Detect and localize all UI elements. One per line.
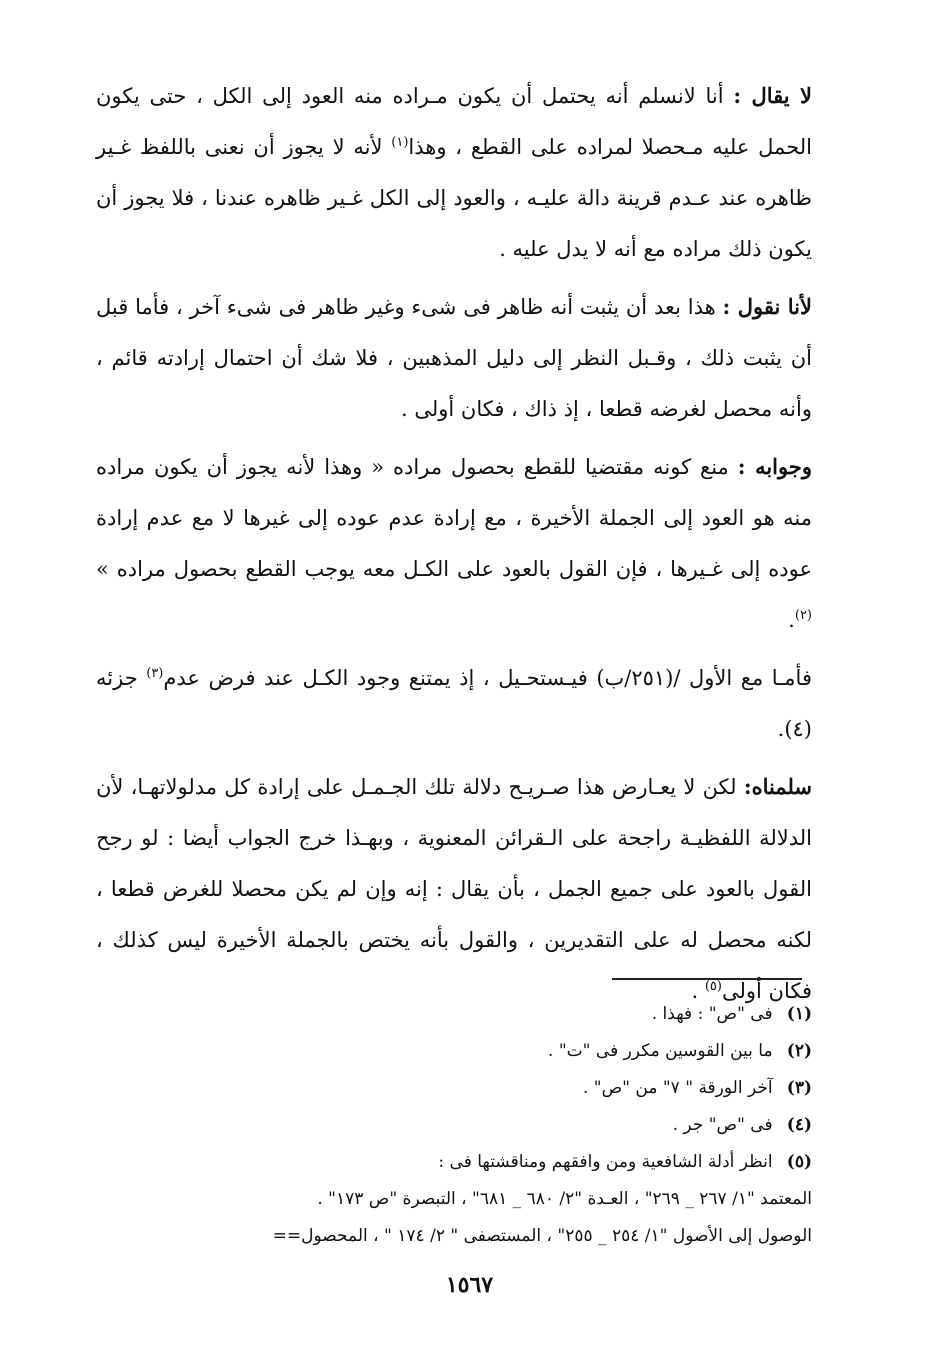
- paragraph-text: هذا بعد أن يثبت أنه ظاهر فى شىء وغير ظاهر فى شىء آخر ، فأما قبل أن يثبت ذلك ، وقـبل النظر إلى دليل المذهبين ، فلا شك أن احتمال إرادته قائم ، وأنه محصل لغرضه قطعا ، إذ ذاك ، فكان أولى .: [96, 295, 812, 421]
- paragraph-text: أنا لانسلم أنه يحتمل أن يكون مـراده منه العود إلى الكل ، حتى يكون الحمل عليه مـحصلا لمراده على القطع ، وهذا: [96, 84, 812, 159]
- paragraph-text: منع كونه مقتضيا للقطع بحصول مراده « وهذا لأنه يجوز أن يكون مراده منه هو العود إلى الجملة الأخيرة ، مع إرادة عدم عوده إلى غيرها لا مع عدم إرادة عوده إلى غـيرها ، فإن القول بالعود على الكـل معه يوجب القطع بحصول مراده »: [96, 455, 812, 581]
- paragraph-lead: لا يقال :: [733, 83, 812, 108]
- footnote-text: انظر أدلة الشافعية ومن وافقهم ومناقشتها فى :: [438, 1152, 773, 1172]
- paragraph-lead: لأنا نقول :: [722, 294, 812, 319]
- paragraph-text: لكن لا يعـارض هذا صـريـح دلالة تلك الجـمـل على إرادة كل مدلولاتهـا، لأن الدلالة اللفظيـة راجحة على الـقرائن المعنوية ، وبهـذا خرج الجواب أيضا : لو رجح القول بالعود على جميع الجمل ، بأن يقال : إنه وإن لم يكن محصلا للغرض قطعا ، لكنه محصل له على التقديرين ، والقول بأنه يختص بالجملة الأخيرة ليس كذلك ، فكان أولى: [96, 775, 812, 1003]
- footnote-ref: (٥): [704, 979, 722, 994]
- footnote-4: [120, 1107, 812, 1144]
- footnote-continuation-line: الوصول إلى الأصول "١/ ٢٥٤ _ ٢٥٥" ، المستصفى " ٢/ ١٧٤ " ، المحصول==: [272, 1226, 812, 1246]
- footnote-ref: (١): [391, 135, 409, 150]
- footnote-number: (٥): [786, 1152, 812, 1172]
- footnote-number: (٣): [786, 1078, 812, 1098]
- paragraph-lead: وجوابه :: [737, 454, 812, 479]
- paragraph-3: [96, 441, 812, 646]
- footnote-1: [120, 996, 812, 1033]
- paragraph-1: [96, 70, 812, 275]
- paragraph-tail: لأنه لا يجوز أن نعنى باللفظ غـير ظاهره عند عـدم قرينة دالة عليـه ، والعود إلى الكل غـير ظاهره عندنا ، فلا يجوز أن يكون ذلك مراده مع أنه لا يدل عليه .: [96, 135, 812, 261]
- footnote-number: (١): [786, 1004, 812, 1024]
- footnote-ref: (٣): [146, 666, 164, 681]
- paragraph-tail: جزئه (٤).: [96, 666, 812, 741]
- main-text: [96, 70, 812, 1023]
- footnote-text: آخر الورقة " ٧" من "ص" .: [582, 1078, 773, 1098]
- footnote-3: [120, 1070, 812, 1107]
- footnote-number: (٤): [786, 1115, 812, 1135]
- footnote-continuation-line: المعتمد "١/ ٢٦٧ _ ٢٦٩" ، العـدة "٢/ ٦٨٠ _ ٦٨١" ، التبصرة "ص ١٧٣" .: [317, 1189, 812, 1209]
- paragraph-lead: سلمناه:: [743, 774, 812, 799]
- footnote-number: (٢): [786, 1041, 812, 1061]
- paragraph-tail: .: [788, 608, 795, 632]
- paragraph-tail: .: [691, 979, 705, 1003]
- footnote-text: فى "ص" جر .: [672, 1115, 773, 1135]
- footnote-2: [120, 1033, 812, 1070]
- footnote-5: [120, 1144, 812, 1181]
- page-number: ١٥٦٧: [445, 1272, 494, 1298]
- footnote-text: فى "ص" : فهذا .: [651, 1004, 773, 1024]
- footnotes: [120, 996, 812, 1255]
- paragraph-4: [96, 652, 812, 755]
- footnote-ref: (٢): [794, 608, 812, 623]
- paragraph-2: [96, 281, 812, 435]
- footnote-text: ما بين القوسين مكرر فى "ت" .: [548, 1041, 773, 1061]
- footnote-divider: [612, 978, 802, 980]
- paragraph-text: فأمـا مع الأول /(٢٥١/ب) فيـستحـيل ، إذ يمتنع وجود الكـل عند فرض عدم: [163, 666, 812, 690]
